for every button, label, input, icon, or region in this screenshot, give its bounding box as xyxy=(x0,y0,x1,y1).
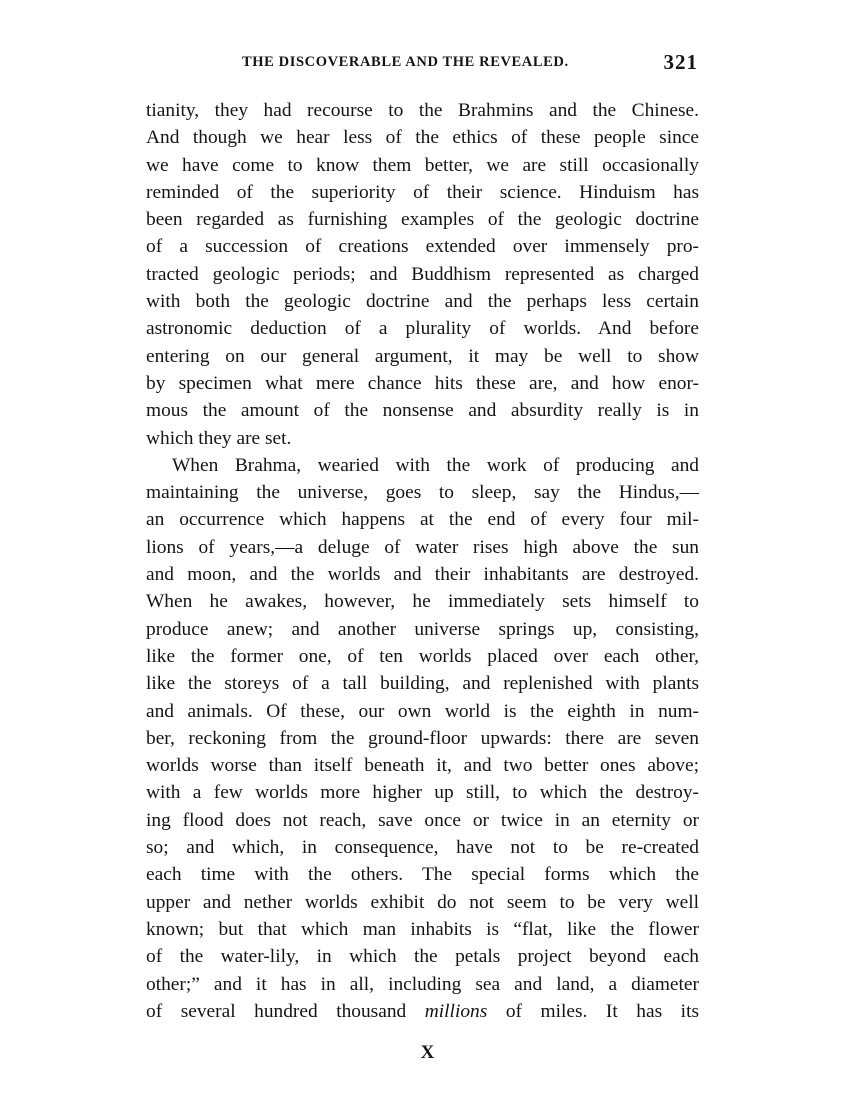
text-line: ber, reckoning from the ground-floor upwards: there are seven xyxy=(146,727,699,749)
text-line: lions of years,—a deluge of water rises high above the sun xyxy=(146,536,699,558)
text-line: and animals. Of these, our own world is the eighth in num- xyxy=(146,700,699,722)
page-number: 321 xyxy=(663,50,698,74)
text-run: of several hundred thousand xyxy=(146,1000,425,1022)
body-text xyxy=(146,97,699,1025)
text-line: astronomic deduction of a plurality of worlds. And before xyxy=(146,318,699,340)
text-line: an occurrence which happens at the end of every four mil- xyxy=(146,509,699,531)
text-line: mous the amount of the nonsense and absurdity really is in xyxy=(146,400,699,422)
text-line: produce anew; and another universe springs up, consisting, xyxy=(146,618,699,640)
text-line: we have come to know them better, we are still occasionally xyxy=(146,154,699,176)
text-line: of a succession of creations extended over immensely pro- xyxy=(146,236,699,258)
text-line: been regarded as furnishing examples of the geologic doctrine xyxy=(146,209,699,231)
text-line: tianity, they had recourse to the Brahmins and the Chinese. xyxy=(146,100,699,121)
text-line: upper and nether worlds exhibit do not seem to be very well xyxy=(146,891,699,913)
text-line: each time with the others. The special forms which the xyxy=(146,864,699,886)
text-line: And though we hear less of the ethics of these people since xyxy=(146,127,699,149)
text-line: tracted geologic periods; and Buddhism represented as charged xyxy=(146,263,699,285)
text-line: with a few worlds more higher up still, to which the destroy- xyxy=(146,782,699,804)
paragraph-2 xyxy=(146,452,699,1025)
text-line: entering on our general argument, it may be well to show xyxy=(146,345,699,367)
text-line: so; and which, in consequence, have not to be re-created xyxy=(146,837,699,859)
text-line: worlds worse than itself beneath it, and two better ones above; xyxy=(146,755,699,777)
text-line: ing flood does not reach, save once or twice in an eternity or xyxy=(146,809,699,831)
text-line-emphasis xyxy=(146,998,699,1025)
running-title: THE DISCOVERABLE AND THE REVEALED. xyxy=(242,54,569,70)
text-line: with both the geologic doctrine and the perhaps less certain xyxy=(146,291,699,313)
text-line: of the water-lily, in which the petals project beyond each xyxy=(146,946,699,968)
text-line: by specimen what mere chance hits these are, and how enor- xyxy=(146,372,699,394)
text-line: When he awakes, however, he immediately sets himself to xyxy=(146,591,699,613)
text-line: When Brahma, wearied with the work of producing and xyxy=(172,454,699,476)
text-line: known; but that which man inhabits is “flat, like the flower xyxy=(146,918,699,940)
text-line: reminded of the superiority of their science. Hinduism has xyxy=(146,181,699,203)
text-line: which they are set. xyxy=(146,427,292,449)
running-head xyxy=(146,50,702,74)
paragraph-1 xyxy=(146,97,699,452)
text-run: of miles. It has its xyxy=(487,1000,699,1022)
signature-mark: X xyxy=(420,1042,436,1063)
text-line: other;” and it has in all, including sea and land, a diameter xyxy=(146,973,699,995)
text-line: and moon, and the worlds and their inhabitants are destroyed. xyxy=(146,564,699,586)
text-line: maintaining the universe, goes to sleep, say the Hindus,— xyxy=(146,482,699,504)
italic-emphasis: millions xyxy=(424,1000,488,1022)
text-line: like the former one, of ten worlds placed over each other, xyxy=(146,645,699,667)
text-line: like the storeys of a tall building, and replenished with plants xyxy=(146,673,699,695)
